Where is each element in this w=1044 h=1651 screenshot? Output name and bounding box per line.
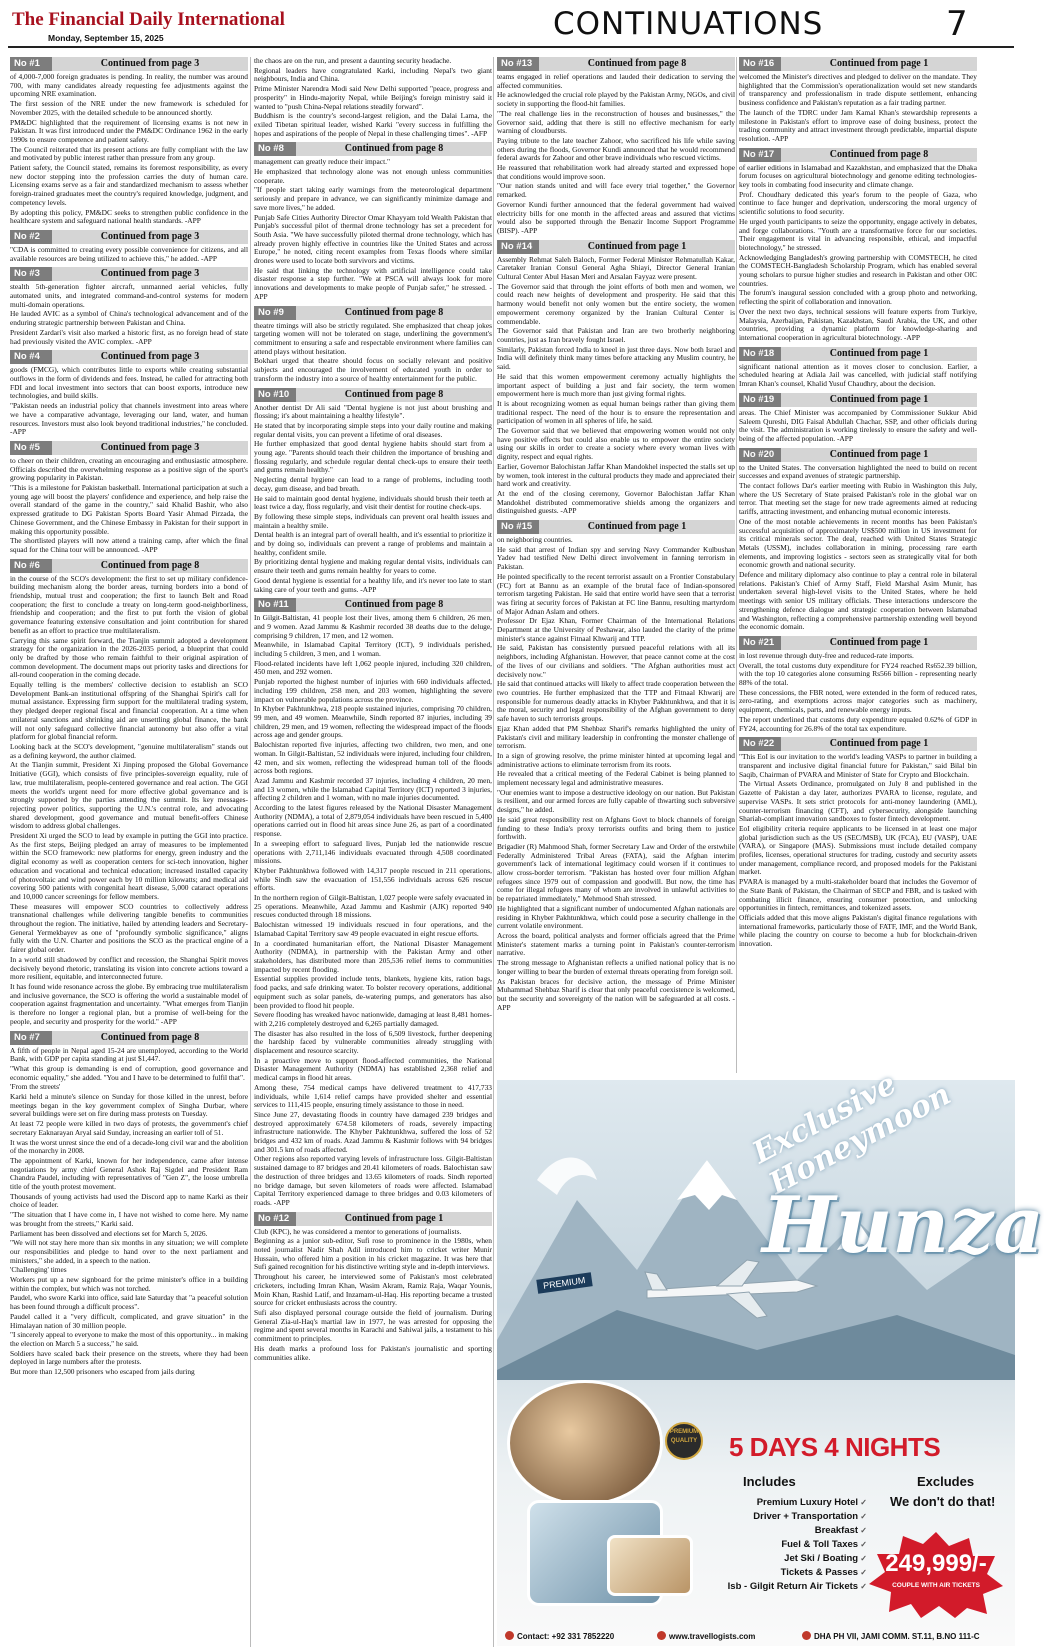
story-paragraph: Balochistan witnessed 19 individuals rescued in four operations, and the Islamabad Capital Territory saw 49 people evacuated in eight rescue efforts. (254, 920, 492, 938)
contact-info: Contact: +92 331 7852220 (505, 1631, 614, 1641)
story-header (10, 441, 248, 455)
story-body (10, 366, 248, 437)
story (10, 230, 248, 263)
story-paragraph: Paudel, who swore Karki into office, said late Saturday that "a peaceful solution has been found through a difficult process". (10, 1293, 248, 1312)
continued-label: Continued from page 1 (296, 1212, 492, 1226)
continued-label: Continued from page 8 (781, 148, 977, 162)
section-title: CONTINUATIONS (553, 6, 824, 42)
continued-label: Continued from page 1 (539, 240, 735, 254)
continued-label: Continued from page 1 (539, 520, 735, 534)
continued-label: Continued from page 8 (296, 388, 492, 402)
ad-destination-title: Hunza (762, 1180, 1044, 1271)
story-number: No #20 (739, 448, 781, 462)
story-paragraph: "We will not stay here more than six months in any situation; we will complete our responsibilities and pledge to hand over to the next parliament and ministers," she added, in a speech to the nation. (10, 1238, 248, 1265)
story (739, 448, 977, 632)
story-paragraph: areas. The Chief Minister was accompanied by Commissioner Sukkur Abid Saleem Qureshi, DIG Faisal Abdullah Chachar, SSP, and other officials during the visit. The administration is working tirelessly to ensure the safety and well-being of the affected population. -APP (739, 407, 977, 443)
continued-label: Continued from page 1 (781, 636, 977, 650)
story-paragraph: Assembly Rehmat Saleh Baloch, Former Federal Minister Rehmatullah Kakar, Caretaker Iranian Consul General Agha Shiayi, Director General Iranian Cultural Center Abul Hasan Meri and Arsalan Fayyaz were present. (497, 254, 735, 282)
story (254, 306, 492, 384)
story-paragraph: to the United States. The conversation highlighted the need to build on recent successes and expand avenues of strategic partnership. (739, 462, 977, 481)
story (10, 57, 248, 226)
story-paragraph: 'From the streets' (10, 1082, 61, 1092)
ad-duration: 5 DAYS 4 NIGHTS (729, 1432, 941, 1462)
story-paragraph: President Zardari's visit also marked a historic first, as no foreign head of state had previously visited the AVIC complex. -APP (10, 327, 248, 346)
story-header (254, 142, 492, 156)
story-paragraph: PVARA is managed by a multi-stakeholder board that includes the Governor of the State Bank of Pakistan, the Chairman of SECP and FBR, and is tasked with combating illicit finance, ensuring consumer protection, and unlocking opportunities in fintech, remittances, and tokenized assets. (739, 877, 977, 913)
story-body (739, 363, 977, 389)
excludes-heading: Excludes (917, 1474, 975, 1489)
story-paragraph: management can greatly reduce their impact." (254, 157, 390, 167)
story-header (739, 347, 977, 361)
column-4 (739, 57, 977, 1073)
story-header (254, 1212, 492, 1226)
story-paragraph: Club (KPC), he was considered a mentor to generations of journalists. (254, 1226, 462, 1236)
story-paragraph: He pointed specifically to the recent terrorist assault on a Frontier Constabulary (FC) fort at Bannu as an example of the brutal face of Indian-sponsored terrorism targeting Pakistan. He said that entire world have seen that a terrorist was firing at security forces of Pakistan at FC line Bannu, resulting martyrdom of Major Adnan Aslam and others. (497, 571, 735, 616)
story-paragraph: Thousands of young activists had used the Discord app to name Karki as their choice of leader. (10, 1191, 248, 1210)
story-paragraph: By following these simple steps, individuals can prevent oral health issues and maintain a healthy smile. (254, 511, 492, 530)
story-number: No #10 (254, 388, 296, 402)
column-2 (254, 57, 492, 1647)
story-body (739, 753, 977, 948)
story-paragraph: His death marks a profound loss for Pakistan's journalistic and sporting communities alike. (254, 1343, 492, 1362)
continued-label: Continued from page 1 (781, 448, 977, 462)
story-paragraph: He emphasized that technology alone was not enough unless communities cooperate. (254, 167, 492, 185)
story-paragraph: Similarly, Pakistan forced India to kneel in just three days. Now both Israel and India will definitely think many times before attacking any Muslim country, he said. (497, 344, 735, 372)
premium-tag: PREMIUM (536, 1272, 592, 1293)
continued-label: Continued from page 3 (52, 230, 248, 244)
story-paragraph: Over the next two days, technical sessions will feature experts from Turkiye, Malaysia, Azerbaijan, Pakistan, Kazakhstan, Saudi Arabia, the UK, and other countries, providing a dynamic platform for knowledge-sharing and international cooperation in agricultural biotechnology. -APP (739, 306, 977, 342)
story-paragraph: By adopting this policy, PM&DC seeks to strengthen public confidence in the healthcare system and safeguard national health standards. -APP (10, 207, 248, 226)
story-paragraph: A fifth of people in Nepal aged 15-24 are unemployed, according to the World Bank, with GDP per capita standing at just $1,447. (10, 1045, 248, 1064)
story (10, 350, 248, 437)
story (739, 636, 977, 733)
story-paragraph: Neglecting dental hygiene can lead to a range of problems, including tooth decay, gum disease, and bad breath. (254, 475, 492, 493)
story-paragraph: "CDA is committed to creating every possible convenience for citizens, and all available resources are being utilized to achieve this," he added. -APP (10, 244, 248, 263)
story-number: No #15 (497, 520, 539, 534)
continued-label: Continued from page 8 (52, 1031, 248, 1045)
story-header (739, 448, 977, 462)
story-header (497, 57, 735, 71)
story-body (254, 57, 492, 138)
story (10, 267, 248, 346)
story-paragraph: He lauded AVIC as a symbol of China's technological advancement and of the enduring strategic partnership between Pakistan and China. (10, 309, 248, 328)
story-paragraph: Azad Jammu and Kashmir recorded 37 injuries, including 4 children, 20 men, and 13 women, while the Islamabad Capital Territory (ICT) reported 3 injuries, affecting 2 children and 1 woman, with no male injuries documented. (254, 775, 492, 803)
include-item: Premium Luxury Hotel ✓ (657, 1496, 867, 1510)
include-item: Jet Ski / Boating ✓ (657, 1552, 867, 1566)
story-paragraph: At the end of the closing ceremony, Governor Balochistan Jaffar Khan Mandokhel distributed commemorative shields among the organizers and distinguished guests. -APP (497, 488, 735, 516)
story-paragraph: Flood-related incidents have left 1,062 people injured, including 320 children, 450 men, and 292 women. (254, 658, 492, 677)
story-paragraph: "What this group is demanding is end of corruption, good governance and economic equality," she added. "You and I have to be determined to fulfil that". (10, 1063, 248, 1082)
story-paragraph: of 4,000-7,000 foreign graduates is pending. In reality, the number was around 700, with many candidates already requesting fee adjustments against the upcoming NRE examination. (10, 72, 248, 99)
story-paragraph: Paying tribute to the late teacher Zahoor, who sacrificed his life while saving others during the floods, Governor Kundi announced that he would recommend federal awards for Zahoor and other brave individuals who rescued victims. (497, 135, 735, 163)
story-paragraph: Among these, 754 medical camps have delivered treatment to 417,733 individuals, while 1,614 relief camps have provided shelter and essential services to 111,415 people, ensuring timely assistance to those in need. (254, 1082, 492, 1110)
story-paragraph: He said that continued attacks will likely to affect trade cooperation between the two countries. He further emphasized that the TTP and Fitnaal Khwarij are responsible for numerous deadly attacks in Khyber Pakhtunkhwa, and that it is the moral, security and legal responsibility of the Afghan government to deny safe haven to such terrorists groups. (497, 679, 735, 724)
story-paragraph: According to the latest figures released by the National Disaster Management Authority (NDMA), a total of 2,879,054 individuals have been rescued in 5,400 operations carried out in flood hit areas since June 26, as part of a coordinated response. (254, 803, 492, 839)
ad-price: 249,999/- (885, 1550, 987, 1577)
globe-icon (657, 1631, 666, 1640)
include-item: Driver + Transportation ✓ (657, 1510, 867, 1524)
story-paragraph: The strong message to Afghanistan reflects a unified national policy that is no longer willing to bear the burden of external threats operating from foreign soil. (497, 958, 735, 976)
story-number: No #12 (254, 1212, 296, 1226)
story-paragraph: Punjab Safe Cities Authority Director Omar Khayyam told Wealth Pakistan that Punjab's successful pilot of thermal drone technology has set a precedent for South Asia. "We have successfully piloted thermal drone technology, which has already proven highly effective in countries like the United States and across Europe," he noted, citing recent examples from Texas floods where similar drones were used to locate both survivors and victims. (254, 212, 492, 266)
story-paragraph: It has found wide resonance across the globe. By embracing true multilateralism and inclusive governance, the SCO is offering the world a sustainable model of cooperation against fragmentation and uncertainty. "What emerges from Tianjin is therefore no longer a regional plan, but a promise of well-being for the people, and security and prosperity for the world." -APP (10, 981, 248, 1026)
story (10, 441, 248, 555)
include-item: Isb - Gilgit Return Air Tickets ✓ (657, 1580, 867, 1594)
location-pin-icon (802, 1631, 811, 1640)
quality-badge: PREMIUM QUALITY (665, 1422, 703, 1460)
ad-footer (497, 1626, 1015, 1646)
story-paragraph: "The real challenge lies in the reconstruction of houses and businesses," the Governor said, adding that there is still no effective mechanism for early warning of cloudbursts. (497, 108, 735, 136)
story-number: No #2 (10, 230, 52, 244)
column-divider (736, 57, 737, 1073)
story-paragraph: In the northern region of Gilgit-Baltistan, 1,027 people were safely evacuated in 25 operations. Meanwhile, Azad Jammu and Kashmir (AJK) reported 940 rescues conducted through 18 missions. (254, 893, 492, 920)
story-paragraph: Equally telling is the members' collective decision to establish an SCO Development Bank-an institutional offspring of the Shanghai Spirit's call for mutual assistance. Expressing firm support for the multilateral trading system, they pledged deeper regional fiscal and financial cooperation. At a time when unilateral sanctions and shrinking aid are unsettling global finance, the bank will not only safeguard collective financial autonomy but also offer a vital platform for global financial reform. (10, 680, 248, 742)
story-paragraph: Balochistan reported five injuries, affecting two children, two men, and one woman. In Gilgit-Baltistan, 52 individuals were injured, including four children, 42 men, and six women, reflecting the widespread human toll of the floods across both regions. (254, 740, 492, 776)
story-body (254, 614, 492, 1207)
continued-label: Continued from page 1 (781, 393, 977, 407)
story-paragraph: theatre timings will also be strictly regulated. She emphasized that cheap jokes targeting women will not be tolerated on stage, underlining the government's commitment to ensuring a safe and respectable environment where families can attend plays without hesitation. (254, 320, 492, 356)
story-paragraph: Professor Dr Ejaz Khan, Former Chairman of the International Relations Department at the University of Peshawar, also lauded the clarity of the prime minister's stance against Fitnaal Khwarij and TTP. (497, 616, 735, 643)
story (254, 388, 492, 595)
story-header (254, 598, 492, 612)
story-paragraph: Karki held a minute's silence on Sunday for those killed in the unrest, before meetings began in the key government complex of Singha Durbar, where several buildings were set on fire during mass protests on Tuesday. (10, 1092, 248, 1119)
story-paragraph: But more than 12,500 prisoners who escaped from jails during (10, 1367, 195, 1377)
story-header (10, 267, 248, 281)
story-body (739, 652, 977, 733)
story-paragraph: He said that arrest of Indian spy and serving Navy Commander Kulbushan Yadev had testified New Delhi direct involvement in fanning terrorism in Pakistan. (497, 544, 735, 572)
story-paragraph: The Governor said that Pakistan and Iran are two brotherly neighboring countries, just as Iran bravely fought Israel. (497, 326, 735, 344)
story (254, 57, 492, 138)
story-paragraph: significant national attention as it moves closer to conclusion. Earlier, a scheduled hearing at Adiala Jail was cancelled, with judicial staff notifying Imran Khan's counsel, Khalid Yusuf Chaudhry, about the decision. (739, 361, 977, 389)
story-number: No #6 (10, 559, 52, 573)
story-paragraph: In a proactive move to support flood-affected communities, the National Disaster Management Authority (NDMA) has established 2,368 relief and medical camps in flood hit areas. (254, 1055, 492, 1083)
dove-icon (537, 1158, 597, 1196)
story-paragraph: Another dentist Dr Ali said "Dental hygiene is not just about brushing and flossing; it's about maintaining a healthy lifestyle". (254, 402, 492, 421)
story-paragraph: "If people start taking early warnings from the meteorological department seriously and prepare in advance, we can significantly minimize damage and save more lives," he added. (254, 185, 492, 212)
story-paragraph: He said great responsibility rest on Afghans Govt to block channels of foreign funding to these India's proxy terrorists outfits and bring them to justice forthwith. (497, 814, 735, 842)
story-body (739, 164, 977, 343)
story-paragraph: the chaos are on the run, and present a daunting security headache. (254, 56, 452, 65)
story-paragraph: In a sweeping effort to safeguard lives, Punjab led the nationwide rescue operations with 2,711,146 individuals evacuated through 4,508 coordinated missions. (254, 838, 492, 866)
story-number: No #1 (10, 57, 52, 71)
story-paragraph: Earlier, Governor Balochistan Jaffar Khan Mandokhel inspected the stalls set up by women, took interest in the cultural products they made and appreciated their hard work and creativity. (497, 461, 735, 489)
story-body (254, 322, 492, 384)
story-number: No #8 (254, 142, 296, 156)
story-paragraph: Parliament has been dissolved and elections set for March 5, 2026. (10, 1228, 208, 1238)
story-number: No #5 (10, 441, 52, 455)
story-paragraph: By prioritizing dental hygiene and making regular dental visits, individuals can ensure their teeth and gums remain healthy for years to come. (254, 557, 492, 576)
story-paragraph: Overall, the total customs duty expenditure for FY24 reached Rs652.39 billion, with the top 10 categories alone consuming Rs566 billion - representing nearly 88% of the total. (739, 660, 977, 688)
includes-list (657, 1496, 867, 1594)
include-item: Breakfast ✓ (657, 1524, 867, 1538)
story-body (254, 1228, 492, 1363)
story-paragraph: The contact follows Dar's earlier meeting with Rubio in Washington this July, where the US Secretary of State praised Pakistan's role in the global war on terror. That meeting set the stage for new trade agreements aimed at reducing tariffs, attracting investment, and enhancing mutual economic interests. (739, 481, 977, 517)
story (739, 57, 977, 144)
story-header (739, 393, 977, 407)
story-paragraph: Buddhism is the country's second-largest religion, and the Dalai Lama, the exiled Tibetan spiritual leader, wished Karki "every success in fulfilling the hopes and aspirations of the people of Nepal in these challenging times". -AFP (254, 111, 492, 138)
continued-label: Continued from page 8 (539, 57, 735, 71)
story-header (10, 230, 248, 244)
include-item: Fuel & Toll Taxes ✓ (657, 1538, 867, 1552)
story-number: No #9 (254, 306, 296, 320)
story-body (497, 256, 735, 516)
story-paragraph: It is about recognizing women as equal human beings rather than giving them traditional respect. The need of the hour is to ensure the representation and participation of women in all spheres of life, he said. (497, 398, 735, 426)
phone-icon (505, 1631, 514, 1640)
story-paragraph: The report underlined that customs duty expenditure equaled 0.62% of GDP in FY24, accounting for 26.8% of the total tax expenditure. (739, 714, 977, 733)
story-header (739, 636, 977, 650)
story-paragraph: Good dental hygiene is essential for a healthy life, and it's never too late to start taking care of your teeth and gums. -APP (254, 575, 492, 594)
column-divider (493, 57, 494, 1647)
story-body (10, 575, 248, 1027)
continued-label: Continued from page 3 (52, 57, 248, 71)
story-number: No #14 (497, 240, 539, 254)
story-body (10, 246, 248, 263)
story-header (10, 559, 248, 573)
story-number: No #4 (10, 350, 52, 364)
story-paragraph: Paudel called it a "very difficult, complicated, and grave situation" in the Himalayan nation of 30 million people. (10, 1311, 248, 1330)
story-paragraph: The Council reiterated that its present actions are fully compliant with the law and motivated by public interest rather than pressure from any group. (10, 144, 248, 163)
story-paragraph: Defence and military diplomacy also continue to play a central role in bilateral relations. Pakistan's Chief of Army Staff, Field Marshal Asim Munir, has undertaken several high-level visits to the United States, where he held meetings with senior US military officials. These interactions underscore the strengthening defence dialogue and strategic cooperation between Islamabad and Washington, reflecting a comprehensive partnership extending well beyond the economic domain. (739, 570, 977, 632)
story-paragraph: Regional leaders have congratulated Karki, including Nepal's two giant neighbours, India and China. (254, 65, 492, 84)
story-paragraph: These concessions, the FBR noted, were extended in the form of reduced rates, zero-rating, and exemptions across major categories such as machinery, equipment, chemicals, parts, and renewable energy inputs. (739, 687, 977, 715)
travel-advertisement (497, 1066, 1044, 1646)
story-header (10, 57, 248, 71)
story-paragraph: to cheer on their children, creating an encouraging and enthusiastic atmosphere. Officials described the overwhelming response as a positive sign of the sport's growing popularity in Pakistan. (10, 455, 248, 483)
story-body (254, 404, 492, 595)
story (739, 347, 977, 389)
story (10, 559, 248, 1027)
story-paragraph: Throughout his career, he interviewed some of Pakistan's most celebrated cricketers, including Imran Khan, Wasim Akram, Ramiz Raja, Waqar Younis, Moin Khan, Rashid Latif, and Inzamam-ul-Haq. His reporting became a trusted source for cricket enthusiasts across the country. (254, 1272, 492, 1308)
story-paragraph: Acknowledging Bangladesh's growing partnership with COMSTECH, he cited the COMSTECH-Bangladesh Scholarship Program, which has enabled several young scholars to pursue higher studies and research in Pakistan and other OIC countries. (739, 252, 977, 288)
story-header (254, 306, 492, 320)
story-number: No #21 (739, 636, 781, 650)
column-divider (250, 57, 251, 1647)
story-paragraph: He urged youth participants to seize the opportunity, engage actively in debates, and forge collaborations. "Youth are a transformative force for our societies. Their engagement is vital in advancing responsible, ethical, and impactful biotechnology," he stressed. (739, 216, 977, 252)
story-paragraph: He acknowledged the crucial role played by the Pakistan Army, NGOs, and civil society in supporting the flood-hit families. (497, 90, 736, 109)
story-paragraph: Prof. Choudhary dedicated this year's forum to the people of Gaza, who continue to face hunger and deprivation, underscoring the moral urgency of scientific solutions to food security. (739, 189, 977, 217)
page-number: 7 (946, 4, 968, 44)
story (497, 57, 735, 236)
story-paragraph: Governor Kundi further announced that the federal government had waived electricity bills for one month in the affected areas and assured that victims would also be supported through the Benazir Income Support Programme (BISP). -APP (497, 199, 735, 235)
story-paragraph: EoI eligibility criteria require applicants to be licensed in at least one major global jurisdiction such as the US (SEC/MSB), UK (FCA), EU (VASP), UAE (VARA), or Singapore (MAS). Submissions must include detailed company profiles, licenses, operational structures for trading, custody and security assets under management, compliance record, and proposed models for the Pakistani market. (739, 823, 977, 877)
story-paragraph: PM&DC highlighted that the requirement of licensing exams is not new in Pakistan. It was first introduced under the PM&DC Ordinance 1962 in the early 1990s to ensure competence and patient safety. (10, 117, 248, 144)
story-body (10, 457, 248, 555)
story-paragraph: The Governor said that through the joint efforts of both men and women, we could reach new heights of development and prosperity. He said that this harmony would benefit not only women but the entire society, the women empowerment ceremony organized by the Iranian Cultural Center is commendable. (497, 281, 735, 326)
story-paragraph: "This EoI is our invitation to the world's leading VASPs to partner in building a transparent and inclusive digital financial future for Pakistan," said Bilal bin Saqib, Chairman of PVARA and Minister of State for Crypto and Blockchain. (739, 752, 977, 779)
story-paragraph: "Pakistan needs an industrial policy that channels investment into areas where we have a comparative advantage, leveraging our land, water, and human resources. Investors must also look beyond traditional industries," he concluded. -APP (10, 401, 248, 437)
story (739, 393, 977, 444)
continued-label: Continued from page 8 (296, 306, 492, 320)
continued-label: Continued from page 1 (781, 737, 977, 751)
story-paragraph: It was the worst unrest since the end of a decade-long civil war and the abolition of the monarchy in 2008. (10, 1137, 248, 1156)
story-number: No #17 (739, 148, 781, 162)
story-paragraph: Since June 27, devastating floods in country have damaged 239 bridges and destroyed approximately 674.58 kilometers of roads, severely impacting infrastructure nationwide. The Khyber Pakhtunkhwa, suffered the loss of 52 bridges and 432 km of roads. Azad Jammu & Kashmir follows with 94 bridges and 301.5 km of roads affected. (254, 1109, 492, 1154)
story-paragraph: in the course of the SCO's development: the first to set up military confidence-building mechanism along the border areas, turning borders into a bond of friendship, mutual trust and cooperation; the first to launch Belt and Road cooperation; the first to conclude a treaty on long-term good-neighborliness, friendship and cooperation; and the first to put forth the vision of global governance featuring extensive consultation and joint contribution for shared benefit as an effort to practice true multilateralism. (10, 573, 248, 635)
story-paragraph: These measures will empower SCO countries to collectively address transnational challenges while delivering tangible benefits to communities throughout the region. The initiative, hailed by attending leaders and Secretary-General Yermekbayev as one of "profoundly symbolic significance," aligns fully with the U.N. Charter and positions the SCO as the practical engine of a fairer global order. (10, 901, 248, 955)
story-paragraph: In Khyber Pakhtunkhwa, 218 people sustained injuries, comprising 70 children, 99 men, and 49 women. Meanwhile, Sindh reported 87 injuries, including 39 children, 29 men, and 19 women, reflecting the widespread impact of the floods across age and gender groups. (254, 704, 492, 740)
story-paragraph: Officials added that this move aligns Pakistan's digital finance regulations with international frameworks, particularly those of FATF, IMF, and the World Bank, while placing the country on course to become a hub for blockchain-driven innovation. (739, 912, 977, 949)
ad-script-heading: Exclusive Honeymoon (747, 1066, 957, 1202)
story-paragraph: He said to maintain good dental hygiene, individuals should brush their teeth at least twice a day, floss regularly, and visit their dentist for routine check-ups. (254, 493, 492, 512)
story-paragraph: He said, Pakistan has consistently pursued peaceful relations with all its neighbors, including Afghanistan. However, that peace cannot come at the cost of the lives of our civilians and soldiers. "The Afghan authorities must act decisively now." (497, 643, 735, 679)
story-paragraph: "The situation that I have come in, I have not wished to come here. My name was brought from the streets," Karki said. (10, 1210, 248, 1228)
story-paragraph: In Gilgit-Baltistan, 41 people lost their lives, among them 6 children, 26 men, and 9 women. Azad Jammu & Kashmir recorded 38 deaths due to the deluge, comprising 9 children, 17 men, and 12 women. (254, 613, 492, 640)
story-paragraph: Other regions also reported varying levels of infrastructure loss. Gilgit-Baltistan sustained damage to 87 bridges and 20.41 kilometers of roads. Balochistan saw the destruction of three bridges and 13.65 kilometers of roads. Sindh reported no bridge damage, but seven kilometers of roads were affected. Islamabad Capital Territory experienced damage to three bridges and 0.03 kilometers of roads. -APP (254, 1154, 492, 1207)
story-paragraph: Khyber Pakhtunkhwa followed with 14,317 people rescued in 211 operations, while Sindh saw the evacuation of 151,556 individuals across 626 rescue efforts. (254, 865, 492, 893)
story-paragraph: The shortlisted players will now attend a training camp, after which the final squad for the China tour will be announced. -APP (10, 536, 248, 554)
story-paragraph: The forum's inaugural session concluded with a group photo and networking, reflecting the spirit of collaboration and innovation. (739, 288, 977, 307)
story-body (739, 73, 977, 144)
story-paragraph: Meanwhile, in Islamabad Capital Territory (ICT), 9 individuals perished, including 5 children, 3 men, and 1 woman. (254, 640, 492, 659)
story-body (497, 73, 735, 236)
continued-label: Continued from page 3 (52, 267, 248, 281)
includes-heading: Includes (743, 1474, 796, 1489)
story-paragraph: Carrying this same spirit forward, the Tianjin summit adopted a development strategy for the organization in the 2026-2035 period, a blueprint that could only be drafted by those who remain faithful to their original aspiration of common development. The document maps out priority tasks and directions for all-round cooperation in the coming decade. (10, 635, 248, 680)
story-paragraph: 'Challenging' times (10, 1265, 67, 1275)
story-paragraph: In a world still shadowed by conflict and recession, the Shanghai Spirit moves decisively beyond rhetoric, translating its vision into concrete actions toward a more resilient, equitable, and interconnected future. (10, 954, 248, 982)
story-paragraph: welcomed the Minister's directives and pledged to deliver on the mandate. They highlighted that the Commission's operationalization would set new standards of transparency and professionalism in trade dispute settlement, enhancing business confidence and Pakistan's reputation as a fair trading partner. (739, 72, 977, 108)
website-info[interactable]: www.travellogists.com (657, 1631, 755, 1641)
story-paragraph: in lost revenue through duty-free and reduced-rate imports. (739, 650, 914, 660)
continued-label: Continued from page 3 (52, 441, 248, 455)
story-paragraph: Beginning as a junior sub-editor, Sufi rose to prominence in the 1980s, when noted journalist Nadir Shah Adil introduced him to cricket writer Munir Hussain, who offered him a position in his cricket magazine. It was here that Sufi gained recognition for his distinctive writing style and in-depth interviews. (254, 1236, 492, 1272)
story-paragraph: "This is a milestone for Pakistan basketball. International participation at such a young age will boost the players' confidence and experience, and help raise the overall standard of the game in the country," said Khalid Bashir, who also expressed gratitude to DG Pakistan Sports Board Yasir Ahmad Pirzada, the Chinese Government, and the Chinese Embassy in Pakistan for their support in making this opportunity possible. (10, 483, 248, 536)
story-body (497, 536, 735, 1012)
story-number: No #3 (10, 267, 52, 281)
story-paragraph: Bokhari urged that theatre should focus on socially relevant and positive subjects and encouraged the involvement of educated youth in order to transform the industry into a source of healthy entertainment for the public. (254, 356, 492, 383)
column-1 (10, 57, 248, 1647)
story-paragraph: "Our nation stands united and will face every trial together," the Governor remarked. (497, 181, 735, 200)
story-paragraph: He further emphasized that good dental hygiene habits should start from a young age. "Parents should teach their children the importance of brushing and flossing regularly, and schedule regular dental check-ups to ensure their teeth and gums remain healthy." (254, 439, 492, 475)
story-paragraph: In a sign of growing resolve, the prime minister hinted at upcoming legal and administrative actions to eliminate terrorism from its roots. (497, 750, 735, 769)
continued-label: Continued from page 1 (781, 57, 977, 71)
story-paragraph: The disaster has also resulted in the loss of 6,509 livestock, further deepening the hardship faced by vulnerable communities already struggling with displacement and resource scarcity. (254, 1028, 492, 1056)
continued-label: Continued from page 8 (296, 598, 492, 612)
story-paragraph: He revealed that a critical meeting of the Federal Cabinet is being planned to implement necessary legal and administrative measures. (497, 769, 735, 788)
story-paragraph: teams engaged in relief operations and lauded their dedication to serving the affected communities. (497, 72, 735, 90)
story-paragraph: He reassured that rehabilitation work had already started and expressed hope that conditions would improve soon. (497, 163, 735, 181)
story-number: No #11 (254, 598, 296, 612)
story-paragraph: In a coordinated humanitarian effort, the National Disaster Management Authority (NDMA), in partnership with the Pakistan Army and other stakeholders, has distributed more than 205,536 relief items to communities impacted by recent flooding. (254, 938, 492, 974)
story-body (739, 409, 977, 444)
story-paragraph: goods (FMCG), which contributes little to exports while creating substantial outflows in the form of dividends and fees. Instead, he called for attracting both FDI and local investment into sectors that can boost exports, introduce new technologies, and build skills. (10, 365, 248, 401)
story-body (254, 158, 492, 301)
story (739, 737, 977, 948)
story-paragraph: on neighboring countries. (497, 535, 573, 545)
continued-label: Continued from page 3 (52, 350, 248, 364)
story (254, 598, 492, 1207)
story-paragraph: President Xi urged the SCO to lead by example in putting the GGI into practice. As the first steps, Beijing pledged an array of measures to be implemented within the SCO framework: new platforms for energy, green industry and the digital economy as well as cooperation centers for sci-tech innovation, higher education and vocational and technical education; increased installed capacity of photovoltaic and wind power each by 10 million kilowatts; and medical aid covering 500 patients with congenital heart disease, 5,000 cataract operations and 10,000 cancer screenings for fellow members. (10, 831, 248, 901)
story-paragraph: Essential supplies provided include tents, blankets, hygiene kits, ration bags, food packs, and safe drinking water. To bolster recovery operations, additional equipment such as solar panels, de-watering pumps, and generators has also been provided to flood hit people. (254, 974, 492, 1010)
excludes-text: We don't do that! (890, 1494, 996, 1509)
story-header (10, 350, 248, 364)
column-3 (497, 57, 735, 1073)
story-paragraph: The Governor said that we believed that empowering women would not only have positive effects but could also enable us to empower the entire society using our skills in order to create a society where every woman lives with dignity, respect and equal rights. (497, 426, 735, 462)
story (739, 148, 977, 343)
story-paragraph: He highlighted that a significant number of undocumented Afghan nationals are residing in Khyber Pakhtunkhwa, which could pose a security challenge in the current volatile environment. (497, 903, 735, 931)
story-paragraph: Patient safety, the Council stated, remains its foremost responsibility, as every new doctor stepping into the profession carries the duty of human care. Licensing exams serve as a fair and standardized mechanism to assess whether foreign-trained graduates meet the country's required knowledge, judgment, and competency levels. (10, 163, 248, 207)
story-paragraph: Sufi also displayed personal courage outside the field of journalism. During General Zia-ul-Haq's martial law in 1977, he was arrested for opposing the regime and spent several months in Karachi and Sahiwal jails, a testament to his commitment to principles. (254, 1308, 492, 1344)
story-paragraph: "I sincerely appeal to everyone to make the most of this opportunity... in making the election on March 5 a success," he said. (10, 1330, 248, 1348)
story-paragraph: Punjab reported the highest number of injuries with 660 individuals affected, including 199 children, 258 men, and 203 women, highlighting the severe impact on vulnerable populations across the province. (254, 677, 492, 704)
story-body (10, 73, 248, 226)
continued-label: Continued from page 8 (52, 559, 248, 573)
story-paragraph: The appointment of Karki, known for her independence, came after intense negotiations by army chief General Ashok Raj Sigdel and President Ram Chandra Paudel, including with representatives of "Gen Z", the loose umbrella title of the youth protest movement. (10, 1155, 248, 1192)
story-paragraph: of earlier editions in Islamabad and Kazakhstan, and emphasized that the Dhaka forum focuses on agricultural biotechnology and genome editing technologies-key tools in combating food insecurity and climate change. (739, 162, 977, 190)
story-number: No #13 (497, 57, 539, 71)
story (254, 142, 492, 301)
story-paragraph: He said that linking the technology with artificial intelligence could take disaster response a step further. "We at PSCA will always look for more innovations and developments to make people of Punjab safer," he stressed. -APP (254, 265, 492, 301)
story-number: No #19 (739, 393, 781, 407)
story-paragraph: Across the board, political analysts and former officials agreed that the Prime Minister's statement marks a turning point in Pakistan's counter-terrorism narrative. (497, 930, 735, 958)
story-paragraph: He said that this women empowerment ceremony actually highlights the important aspect of building a just and fair society, the term women empowerment here is much more than just giving formal rights. (497, 371, 735, 399)
address-info: DHA PH VII, JAMI COMM. ST.11, B.NO 111-C (802, 1631, 980, 1641)
couple-photo (507, 1380, 663, 1506)
issue-date: Monday, September 15, 2025 (48, 33, 164, 43)
story-body (10, 283, 248, 346)
story-paragraph: "Our enemies want to impose a destructive ideology on our nation. But Pakistan is resilient, and our armed forces are fully capable of thwarting such subversive designs," he added. (497, 787, 735, 815)
story-number: No #18 (739, 347, 781, 361)
story-paragraph: Dental health is an integral part of overall health, and it's essential to prioritize it and by doing so, individuals can prevent a range of problems and maintain a healthy, confident smile. (254, 530, 492, 557)
story-header (497, 240, 735, 254)
include-item: Tickets & Passes ✓ (657, 1566, 867, 1580)
masthead-rule (8, 46, 1014, 48)
story-paragraph: As Pakistan braces for decisive action, the message of Prime Minister Muhammad Shehbaz Sharif is clear that only peaceful coexistence is welcomed, but the security and sovereignty of the nation will be safeguarded at all costs. -APP (497, 976, 735, 1012)
story-body (739, 464, 977, 632)
story-number: No #7 (10, 1031, 52, 1045)
story-paragraph: The launch of the TDRC under Jam Kamal Khan's stewardship represents a milestone in Pakistan's effort to improve ease of doing business, protect the trading community and attract investment through predictable, impartial dispute resolution. -APP (739, 107, 977, 143)
story-paragraph: Severe flooding has wreaked havoc nationwide, damaging at least 8,481 homes-with 2,216 completely destroyed and 6,265 partially damaged. (254, 1010, 492, 1028)
paper-name: The Financial Daily International (12, 9, 285, 30)
story-body (10, 1047, 248, 1377)
story (254, 1212, 492, 1363)
story-number: No #22 (739, 737, 781, 751)
masthead (0, 0, 1022, 50)
story-paragraph: He stated that by incorporating simple steps into your daily routine and making regular dental visits, you can prevent a lifetime of oral diseases. (254, 420, 492, 439)
story-header (739, 148, 977, 162)
story-header (10, 1031, 248, 1045)
story (497, 240, 735, 516)
story-paragraph: At least 72 people were killed in two days of protests, the government's chief secretary Eaknarayan Aryal said Sunday, increasing an earlier toll of 51. (10, 1119, 248, 1137)
story-paragraph: Ejaz Khan added that PM Shehbaz Sharif's remarks highlighted the unity of Pakistan's civil and military leadership in confronting the monster challenge of terrorism. (497, 723, 735, 751)
story-paragraph: Workers put up a new signboard for the prime minister's office in a building within the complex, but which was not torched. (10, 1275, 248, 1293)
story-number: No #16 (739, 57, 781, 71)
story-paragraph: Soldiers have scaled back their presence on the streets, where they had been deployed in large numbers after the protests. (10, 1348, 248, 1367)
story-header (254, 388, 492, 402)
story (497, 520, 735, 1012)
story-header (497, 520, 735, 534)
story-paragraph: Prime Minister Narendra Modi said New Delhi supported "peace, progress and prosperity" in Hindu-majority Nepal, while Beijing's foreign ministry said it wanted to "push China-Nepal relations steadily forward". (254, 84, 492, 111)
story-header (739, 57, 977, 71)
story-paragraph: The first session of the NRE under the new framework is scheduled for November 2025, with the detailed schedule to be announced shortly. (10, 99, 248, 117)
ad-price-note: COUPLE WITH AIR TICKETS (892, 1582, 980, 1589)
story-paragraph: The Virtual Assets Ordinance, promulgated on July 8 and published in the Gazette of Pakistan a day later, authorizes PVARA to license, regulate, and supervise VASPs. It sets strict protocols for anti-money laundering (AML), counter-terrorism financing (CFT), and cybersecurity, alongside launching Shariah-compliant innovation sandboxes to foster fintech development. (739, 779, 977, 824)
continued-label: Continued from page 8 (296, 142, 492, 156)
story-paragraph: Brigadier (R) Mahmood Shah, former Secretary Law and Order of the erstwhile Federally Administered Tribal Areas (FATA), said the Afghan interim government's lack of international legitimacy could worsen if it continues to allow cross-border terrorism. "Pakistan has hosted over four million Afghan refugees since 1979 out of compassion and goodwill. But now, the time has come for illegal refugees many of whom are involved in unlawful activities to be repatriated immediately," Mehmood Shah stressed. (497, 841, 735, 904)
story-paragraph: Looking back at the SCO's development, "genuine multilateralism" stands out as a defining keyword, the author claimed. (10, 742, 248, 760)
story-paragraph: One of the most notable achievements in recent months has been Pakistan's successful acquisition of approximately US$500 million in US investment for its critical minerals sector. The deal, reached with United States Strategic Metals (USSM), includes collaboration in mining, processing rare earth elements, and improving logistics - sectors seen as strategically vital for both economic growth and national security. (739, 516, 977, 570)
continued-label: Continued from page 1 (781, 347, 977, 361)
story-paragraph: At the Tianjin summit, President Xi Jinping proposed the Global Governance Initiative (GGI), which consists of five principles-sovereign equality, rule of law, true multilateralism, people-centered governance and real action. The GGI meets the world's urgent need for more effective global governance and is strongly supported by the parties attending the summit. Its key messages-rejecting power politics, supporting the U.N.'s central role, and advocating shared development, good governance and mutual benefit-offers Chinese wisdom to address global challenges. (10, 760, 248, 831)
story (10, 1031, 248, 1377)
story-paragraph: stealth 5th-generation fighter aircraft, unmanned aerial vehicles, fully automated units, and integrated command-and-control systems for modern multi-domain operations. (10, 282, 248, 309)
story-header (739, 737, 977, 751)
